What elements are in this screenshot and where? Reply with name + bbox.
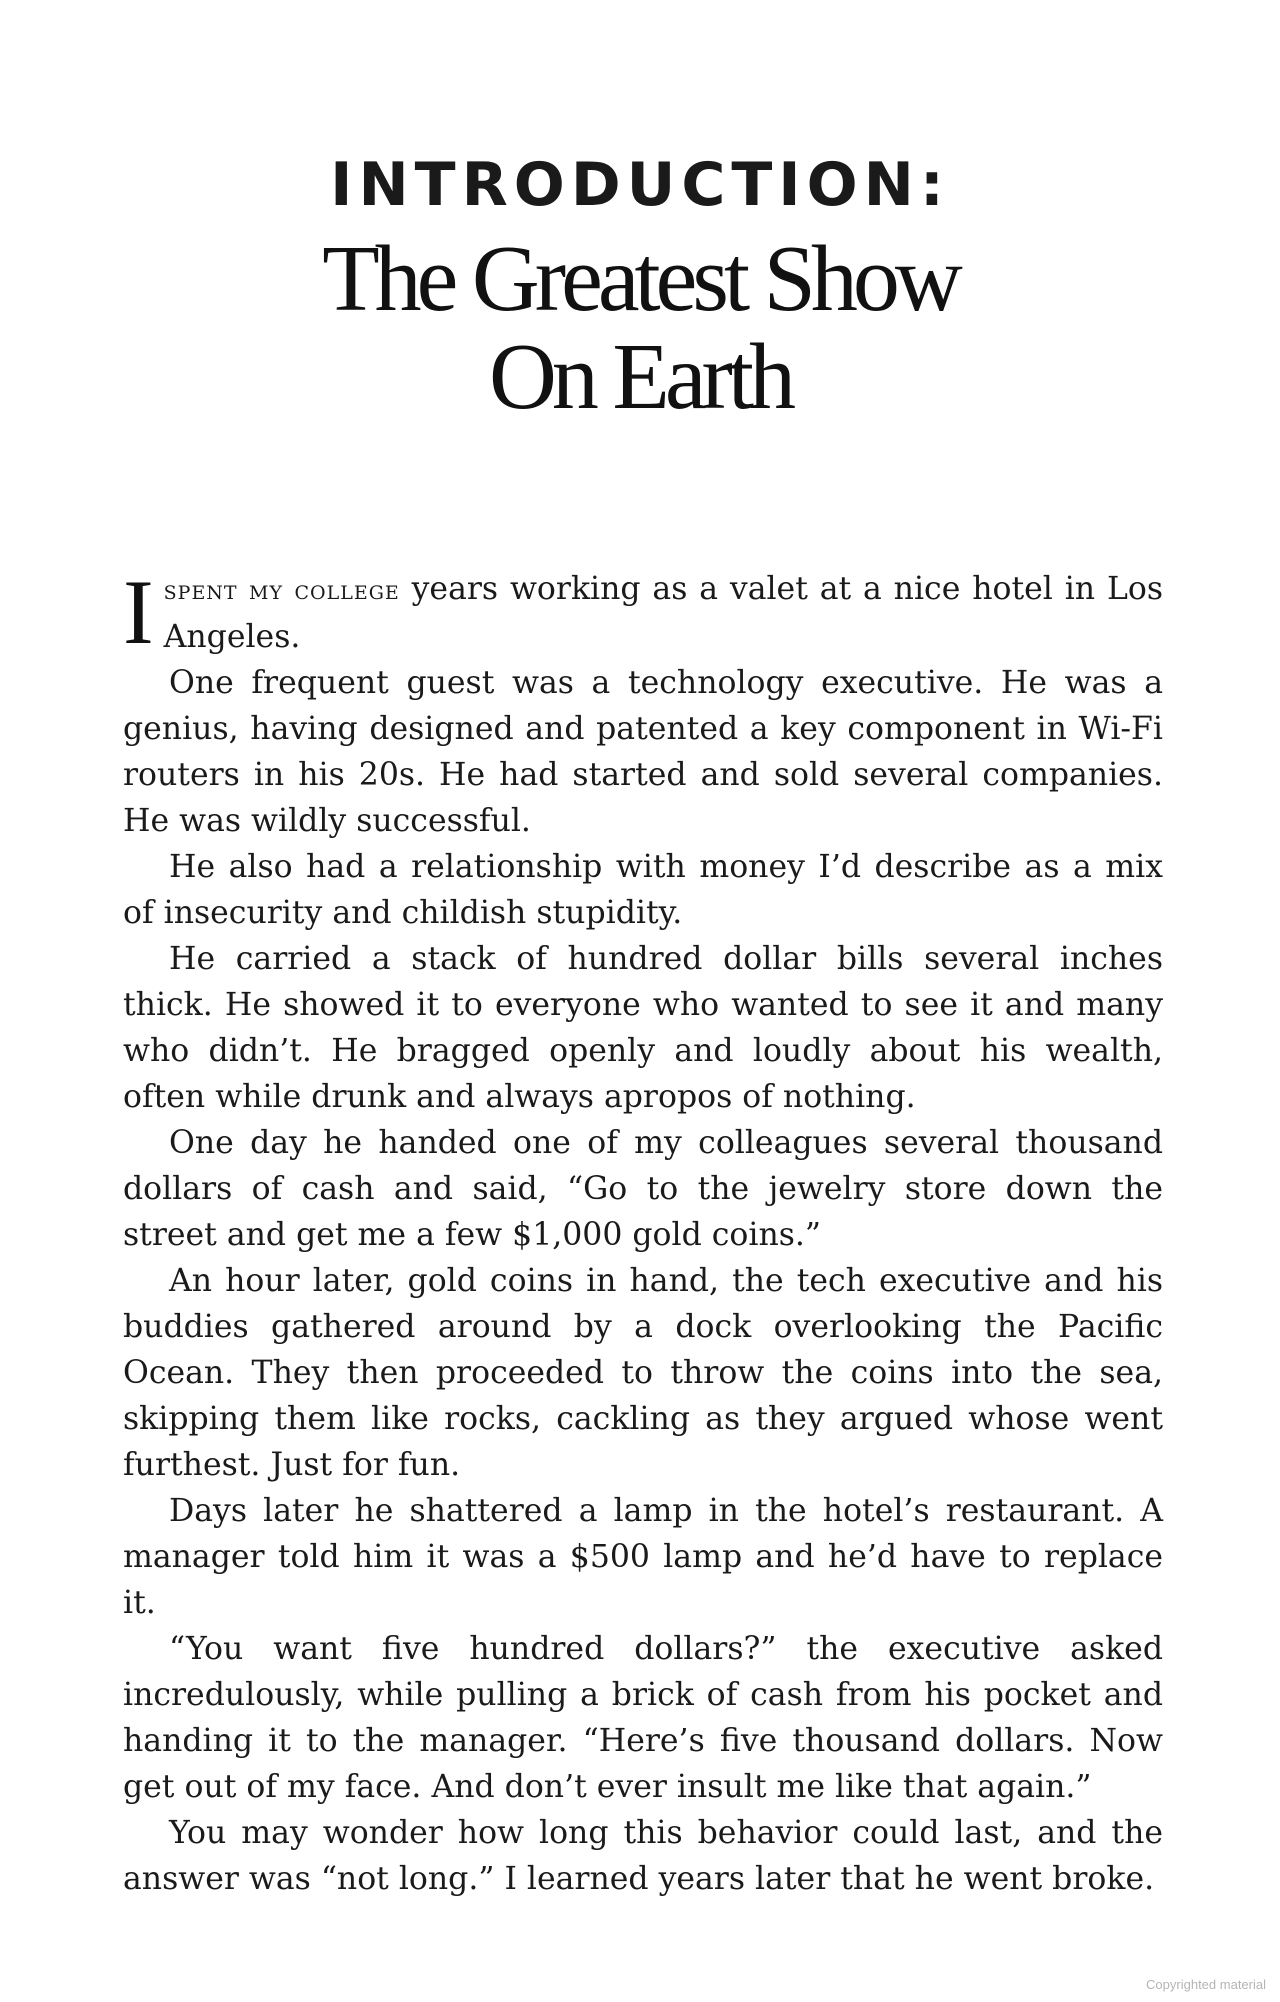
paragraph: You may wonder how long this behavior could last, and the answer was “not long.” I learned years later that he went broke.	[123, 1815, 1163, 1897]
paragraph: An hour later, gold coins in hand, the tech executive and his buddies gathered around by a dock overlooking the Pacific Ocean. They then proceeded to throw the coins into the sea, skipping them like rocks, cackling as they argued whose went furthest. Just for fun.	[123, 1263, 1163, 1483]
chapter-label: INTRODUCTION:	[330, 150, 950, 220]
chapter-title-line-2: On Earth	[489, 325, 791, 429]
body-text	[123, 561, 1163, 1902]
copyright-notice: Copyrighted material	[1146, 1977, 1266, 1992]
drop-cap: I	[123, 561, 154, 663]
paragraph: One day he handed one of my colleagues several thousand dollars of cash and said, “Go to the jewelry store down the street and get me a few $1,000 gold coins.”	[123, 1125, 1163, 1253]
chapter-title-line-1: The Greatest Show	[322, 227, 958, 331]
opening-paragraph	[123, 561, 1163, 663]
opening-text: years working as a valet at a nice hotel in Los Angeles.	[163, 571, 1163, 655]
paragraph: One frequent guest was a technology executive. He was a genius, having designed and patented a key component in Wi-Fi routers in his 20s. He had started and sold several companies. He was wildly successful.	[123, 665, 1163, 839]
paragraph: He carried a stack of hundred dollar bills several inches thick. He showed it to everyone who wanted to see it and many who didn’t. He bragged openly and loudly about his wealth, often while drunk and always apropos of nothing.	[123, 941, 1163, 1115]
paragraph: “You want five hundred dollars?” the executive asked incredulously, while pulling a brick of cash from his pocket and handing it to the manager. “Here’s five thousand dollars. Now get out of my face. And don’t ever insult me like that again.”	[123, 1631, 1163, 1805]
paragraph: Days later he shattered a lamp in the hotel’s restaurant. A manager told him it was a $500 lamp and he’d have to replace it.	[123, 1493, 1163, 1621]
paragraph: He also had a relationship with money I’d describe as a mix of insecurity and childish stupidity.	[123, 849, 1163, 931]
opening-small-caps: spent my college	[163, 575, 400, 606]
chapter-header	[0, 150, 1280, 429]
chapter-title	[0, 227, 1280, 429]
